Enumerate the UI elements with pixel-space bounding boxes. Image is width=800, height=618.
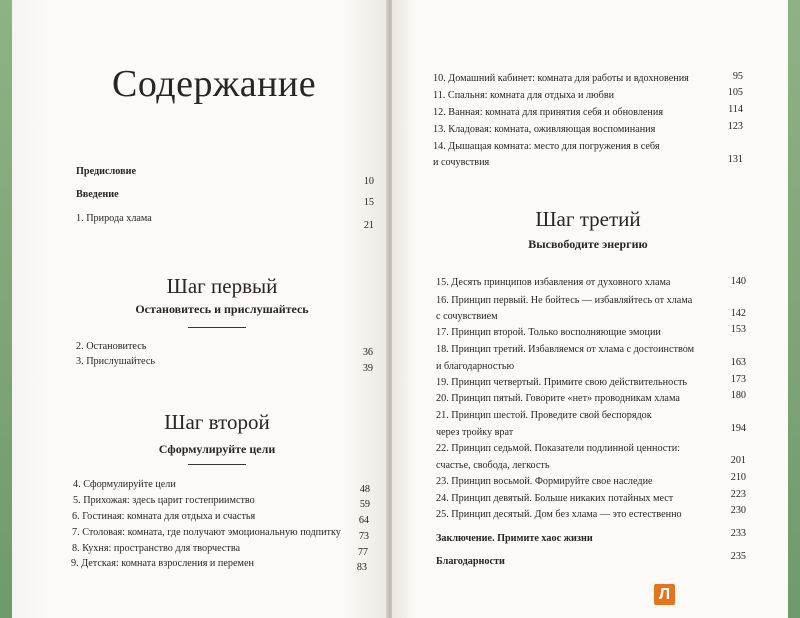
toc-page-number: 230 (730, 505, 746, 516)
toc-entry: 24. Принцип девятый. Больше никаких потайных мест (436, 493, 674, 504)
toc-page-number: 114 (728, 104, 743, 115)
toc-page-number: 36 (362, 347, 373, 358)
toc-page-number: 10 (363, 176, 374, 187)
toc-entry: 7. Столовая: комната, где получают эмоциональную подпитку (72, 527, 341, 538)
toc-page-number: 180 (730, 390, 746, 401)
toc-page-number: 153 (730, 324, 746, 335)
toc-page-number: 64 (358, 515, 369, 526)
section-title-step2: Шаг второй (164, 410, 270, 434)
section-divider (188, 327, 246, 328)
toc-entry: 2. Остановитесь (76, 341, 147, 352)
toc-page-number: 21 (363, 220, 374, 231)
toc-entry: 15. Десять принципов избавления от духовного хлама (436, 277, 671, 288)
toc-entry: 1. Природа хлама (76, 213, 152, 224)
section-divider (188, 464, 246, 465)
toc-entry: 19. Принцип четвертый. Примите свою действительность (436, 377, 688, 388)
toc-page-number: 223 (730, 489, 746, 500)
section-subtitle-step3: Высвободите энергию (528, 237, 648, 251)
toc-entry: 25. Принцип десятый. Дом без хлама — это естественно (436, 509, 682, 520)
toc-entry-continued: и благодарностью (436, 361, 515, 372)
section-title-step1: Шаг первый (166, 274, 278, 298)
toc-entry: 18. Принцип третий. Избавляемся от хлама с достоинством (436, 344, 695, 355)
toc-entry-conclusion: Заключение. Примите хаос жизни (436, 533, 593, 544)
toc-entry: 10. Домашний кабинет: комната для работы и вдохновения (433, 73, 689, 84)
toc-page-number: 173 (730, 374, 746, 385)
toc-page-number: 105 (727, 87, 743, 98)
section-title-step3: Шаг третий (535, 207, 641, 231)
toc-entry: 21. Принцип шестой. Проведите свой беспорядок (436, 410, 652, 421)
toc-entry: 14. Дышащая комната: место для погружения в себя (433, 141, 660, 152)
toc-entry-continued: с сочувствием (436, 311, 498, 322)
toc-entry: 9. Детская: комната взросления и перемен (71, 558, 254, 569)
toc-page-number: 131 (727, 154, 743, 165)
toc-entry: 16. Принцип первый. Не бойтесь — избавляйтесь от хлама (436, 295, 693, 306)
toc-page-number: 140 (730, 276, 746, 287)
toc-entry: 8. Кухня: пространство для творчества (72, 543, 241, 554)
toc-page-number: 15 (363, 197, 374, 208)
toc-page-number: 48 (359, 484, 370, 495)
section-subtitle-step1: Остановитесь и прислушайтесь (135, 302, 309, 316)
toc-entry-continued: и сочувствия (433, 157, 490, 168)
toc-page-number: 77 (357, 547, 368, 558)
background-right (788, 0, 800, 618)
contents-title: Содержание (112, 63, 317, 105)
toc-page-number: 163 (730, 357, 746, 368)
toc-entry-acknowledgements: Благодарности (436, 556, 505, 567)
toc-page-number: 235 (730, 551, 746, 562)
toc-entry: 23. Принцип восьмой. Формируйте свое наследие (436, 476, 653, 487)
toc-page-number: 210 (730, 472, 746, 483)
toc-page-number: 73 (358, 531, 369, 542)
toc-entry-continued: через тройку врат (436, 427, 514, 438)
toc-entry: 5. Прихожая: здесь царит гостеприимство (73, 495, 255, 506)
toc-page-number: 201 (730, 455, 746, 466)
toc-page-number: 83 (356, 562, 367, 573)
toc-entry: 3. Прислушайтесь (76, 356, 156, 367)
toc-page-number: 39 (362, 363, 373, 374)
toc-entry: 6. Гостиная: комната для отдыха и счастья (72, 511, 256, 522)
toc-entry: 11. Спальня: комната для отдыха и любви (433, 90, 615, 101)
toc-entry: 12. Ванная: комната для принятия себя и обновления (433, 107, 664, 118)
toc-page-number: 123 (727, 121, 743, 132)
toc-page-number: 59 (359, 499, 370, 510)
toc-entry-introduction: Введение (76, 189, 119, 200)
section-subtitle-step2: Сформулируйте цели (158, 442, 276, 456)
toc-entry: 17. Принцип второй. Только восполняющие эмоции (436, 327, 661, 338)
toc-entry: 4. Сформулируйте цели (73, 479, 176, 490)
toc-page-number: 95 (732, 71, 743, 82)
toc-entry: 13. Кладовая: комната, оживляющая воспоминания (433, 124, 656, 135)
toc-page-number: 233 (730, 528, 746, 539)
toc-page-number: 142 (730, 308, 746, 319)
toc-entry-continued: счастье, свобода, легкость (436, 460, 550, 471)
toc-page-number: 194 (730, 423, 746, 434)
toc-entry-preface: Предисловие (76, 166, 136, 177)
labirint-logo-icon: Л (654, 584, 675, 605)
toc-entry: 20. Принцип пятый. Говорите «нет» проводникам хлама (436, 393, 680, 404)
toc-entry: 22. Принцип седьмой. Показатели подлинной ценности: (436, 443, 681, 454)
